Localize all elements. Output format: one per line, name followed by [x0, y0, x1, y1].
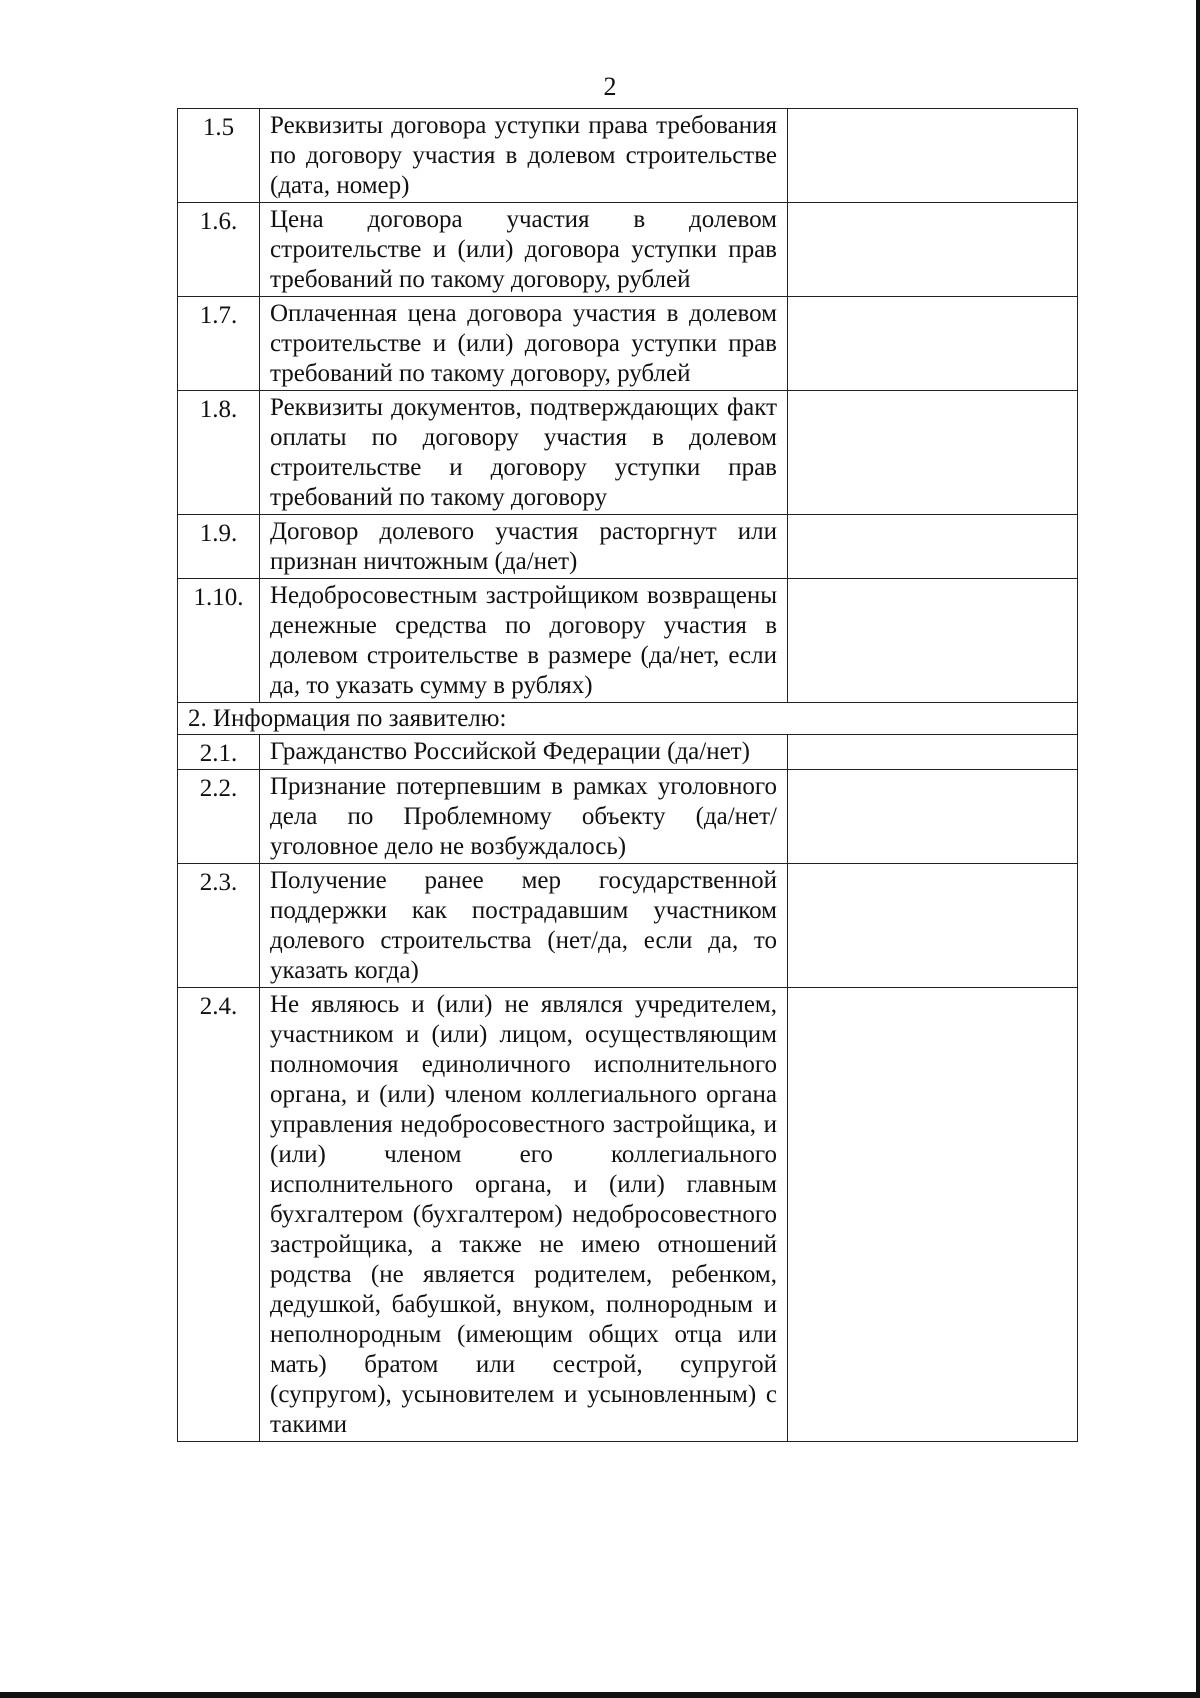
table-row	[178, 515, 1078, 579]
row-description: Получение ранее мер государственной поддержки как пострадавшим участником долевого строительства (нет/да, если да, то указать когда)	[260, 864, 788, 988]
table-row	[178, 203, 1078, 297]
application-form-table	[177, 108, 1078, 1442]
row-value-cell[interactable]	[788, 203, 1078, 297]
scan-edge-right	[1196, 0, 1200, 1698]
row-number: 1.7.	[178, 297, 260, 391]
scan-edge-bottom	[0, 1692, 1200, 1698]
row-description: Недобросовестным застройщиком возвращены денежные средства по договору участия в долевом строительстве в размере (да/нет, если да, то указать сумму в рублях)	[260, 579, 788, 703]
section-header-row	[178, 703, 1078, 735]
row-value-cell[interactable]	[788, 579, 1078, 703]
row-description: Цена договора участия в долевом строительстве и (или) договора уступки прав требований по такому договору, рублей	[260, 203, 788, 297]
table-row	[178, 109, 1078, 203]
section-title: 2. Информация по заявителю:	[178, 703, 1078, 735]
table-row	[178, 391, 1078, 515]
table-row	[178, 864, 1078, 988]
row-description: Реквизиты договора уступки права требования по договору участия в долевом строительстве (дата, номер)	[260, 109, 788, 203]
row-number: 1.5	[178, 109, 260, 203]
row-number: 1.10.	[178, 579, 260, 703]
row-description: Не являюсь и (или) не являлся учредителем, участником и (или) лицом, осуществляющим полномочия единоличного исполнительного органа, и (или) членом коллегиального органа управления недобросовестного застройщика, и (или) членом его коллегиального исполнительного органа, и (или) главным бухгалтером (бухгалтером) недобросовестного застройщика, а также не имею отношений родства (не является родителем, ребенком, дедушкой, бабушкой, внуком, полнородным и неполнородным (имеющим общих отца или мать) братом или сестрой, супругой (супругом), усыновителем и усыновленным) с такими	[260, 988, 788, 1442]
row-number: 2.1.	[178, 735, 260, 770]
row-description: Оплаченная цена договора участия в долевом строительстве и (или) договора уступки прав требований по такому договору, рублей	[260, 297, 788, 391]
row-number: 1.9.	[178, 515, 260, 579]
row-value-cell[interactable]	[788, 770, 1078, 864]
table-row	[178, 988, 1078, 1442]
row-value-cell[interactable]	[788, 988, 1078, 1442]
row-number: 2.2.	[178, 770, 260, 864]
page-number: 2	[603, 72, 617, 101]
row-value-cell[interactable]	[788, 391, 1078, 515]
row-value-cell[interactable]	[788, 109, 1078, 203]
row-number: 1.8.	[178, 391, 260, 515]
row-number: 2.4.	[178, 988, 260, 1442]
table-row	[178, 735, 1078, 770]
table-row	[178, 297, 1078, 391]
row-value-cell[interactable]	[788, 515, 1078, 579]
row-description: Договор долевого участия расторгнут или признан ничтожным (да/нет)	[260, 515, 788, 579]
row-description: Гражданство Российской Федерации (да/нет)	[260, 735, 788, 770]
row-description: Признание потерпевшим в рамках уголовного дела по Проблемному объекту (да/нет/уголовное дело не возбуждалось)	[260, 770, 788, 864]
row-description: Реквизиты документов, подтверждающих факт оплаты по договору участия в долевом строительстве и договору уступки прав требований по такому договору	[260, 391, 788, 515]
row-number: 2.3.	[178, 864, 260, 988]
table-row	[178, 579, 1078, 703]
row-value-cell[interactable]	[788, 735, 1078, 770]
row-value-cell[interactable]	[788, 297, 1078, 391]
row-value-cell[interactable]	[788, 864, 1078, 988]
row-number: 1.6.	[178, 203, 260, 297]
table-row	[178, 770, 1078, 864]
